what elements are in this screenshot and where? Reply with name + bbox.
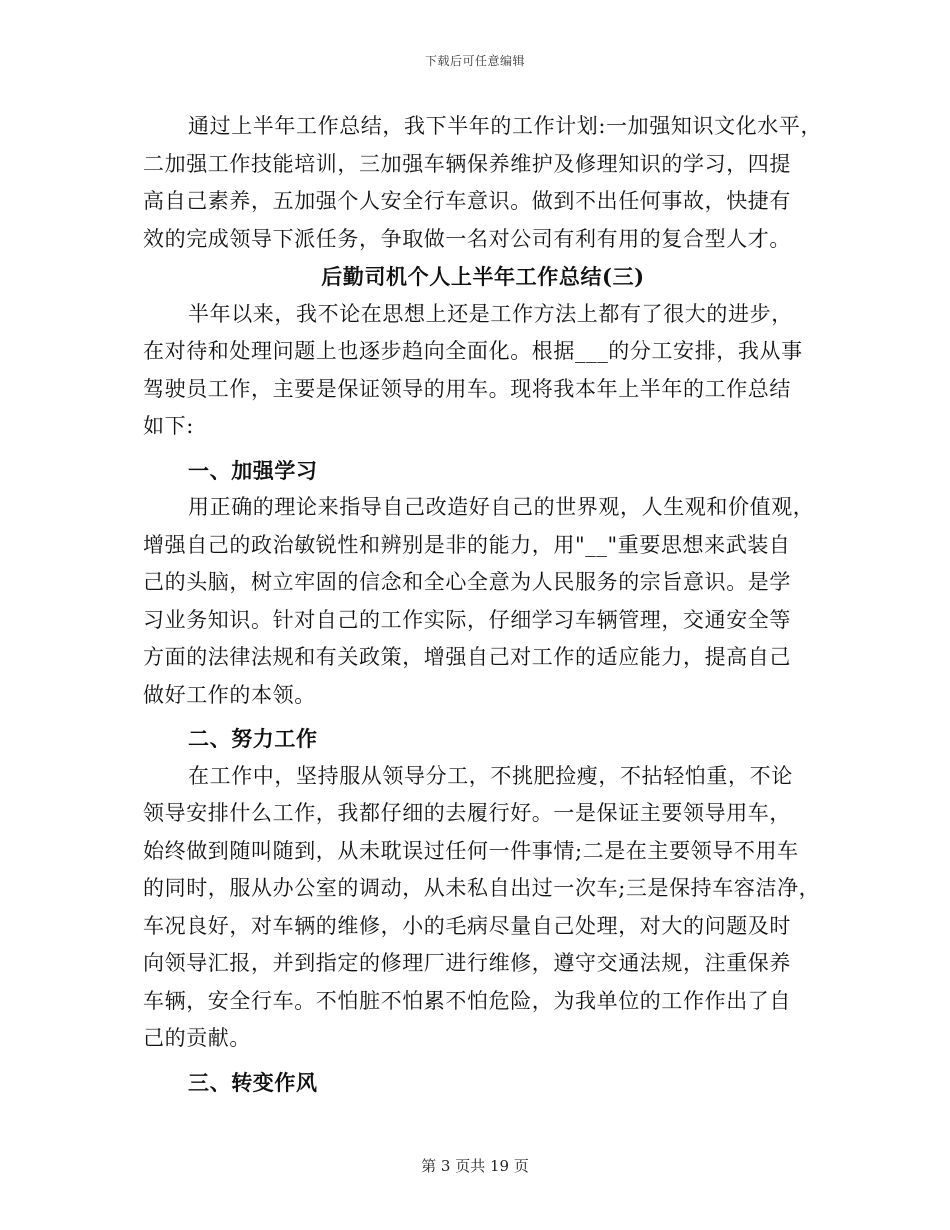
- heading-study: 一、加强学习: [188, 457, 318, 483]
- text-line: 增强自己的政治敏锐性和辨别是非的能力，用"__"重要思想来武装自: [143, 532, 791, 557]
- text-line: 习业务知识。针对自己的工作实际，仔细学习车辆管理，交通安全等: [143, 607, 791, 632]
- paragraph-work: [143, 758, 823, 1058]
- heading-style: 三、转变作风: [188, 1069, 318, 1095]
- text-line: 用正确的理论来指导自己改造好自己的世界观，人生观和价值观，: [188, 495, 815, 519]
- text-line: 驾驶员工作，主要是保证领导的用车。现将我本年上半年的工作总结: [143, 376, 791, 401]
- text-line: 己的头脑，树立牢固的信念和全心全意为人民服务的宗旨意识。是学: [143, 570, 791, 594]
- text-line: 己的贡献。: [143, 1026, 251, 1050]
- heading-work: 二、努力工作: [188, 726, 318, 751]
- text-line: 车况良好，对车辆的维修，小的毛病尽量自己处理，对大的问题及时: [143, 913, 791, 938]
- text-line: 二加强工作技能培训，三加强车辆保养维护及修理知识的学习，四提: [143, 151, 791, 176]
- text-line: 高自己素养，五加强个人安全行车意识。做到不出任何事故，快捷有: [143, 189, 791, 213]
- text-line: 向领导汇报，并到指定的修理厂进行维修，遵守交通法规，注重保养: [143, 951, 791, 975]
- text-line: 车辆，安全行车。不怕脏不怕累不怕危险，为我单位的工作作出了自: [143, 988, 791, 1013]
- text-line: 做好工作的本领。: [143, 682, 316, 707]
- page-header: 下载后可任意编辑: [424, 54, 525, 68]
- text-line: 在对待和处理问题上也逐步趋向全面化。根据___的分工安排，我从事: [143, 339, 803, 363]
- text-line: 如下:: [143, 414, 194, 438]
- text-line: 的同时，服从办公室的调动，从未私自出过一次车;三是保持车容洁净，: [143, 876, 821, 900]
- document-body: [143, 108, 823, 1101]
- paragraph-intro: [143, 296, 823, 446]
- text-line: 始终做到随叫随到，从未耽误过任何一件事情;二是在主要领导不用车: [143, 838, 799, 863]
- paragraph-study: [143, 489, 823, 714]
- text-line: 领导安排什么工作，我都仔细的去履行好。一是保证主要领导用车，: [143, 801, 791, 825]
- section-title: 后勤司机个人上半年工作总结(三): [321, 264, 645, 289]
- text-line: 在工作中，坚持服从领导分工，不挑肥捡瘦，不拈轻怕重，不论: [188, 763, 793, 788]
- paragraph-plan: [143, 108, 823, 258]
- text-line: 通过上半年工作总结，我下半年的工作计划:一加强知识文化水平，: [188, 114, 823, 138]
- page-footer: 第 3 页共 19 页: [421, 1157, 529, 1175]
- text-line: 效的完成领导下派任务，争取做一名对公司有利有用的复合型人才。: [143, 226, 791, 251]
- text-line: 方面的法律法规和有关政策，增强自己对工作的适应能力，提高自己: [143, 645, 791, 669]
- text-line: 半年以来，我不论在思想上还是工作方法上都有了很大的进步，: [188, 301, 793, 326]
